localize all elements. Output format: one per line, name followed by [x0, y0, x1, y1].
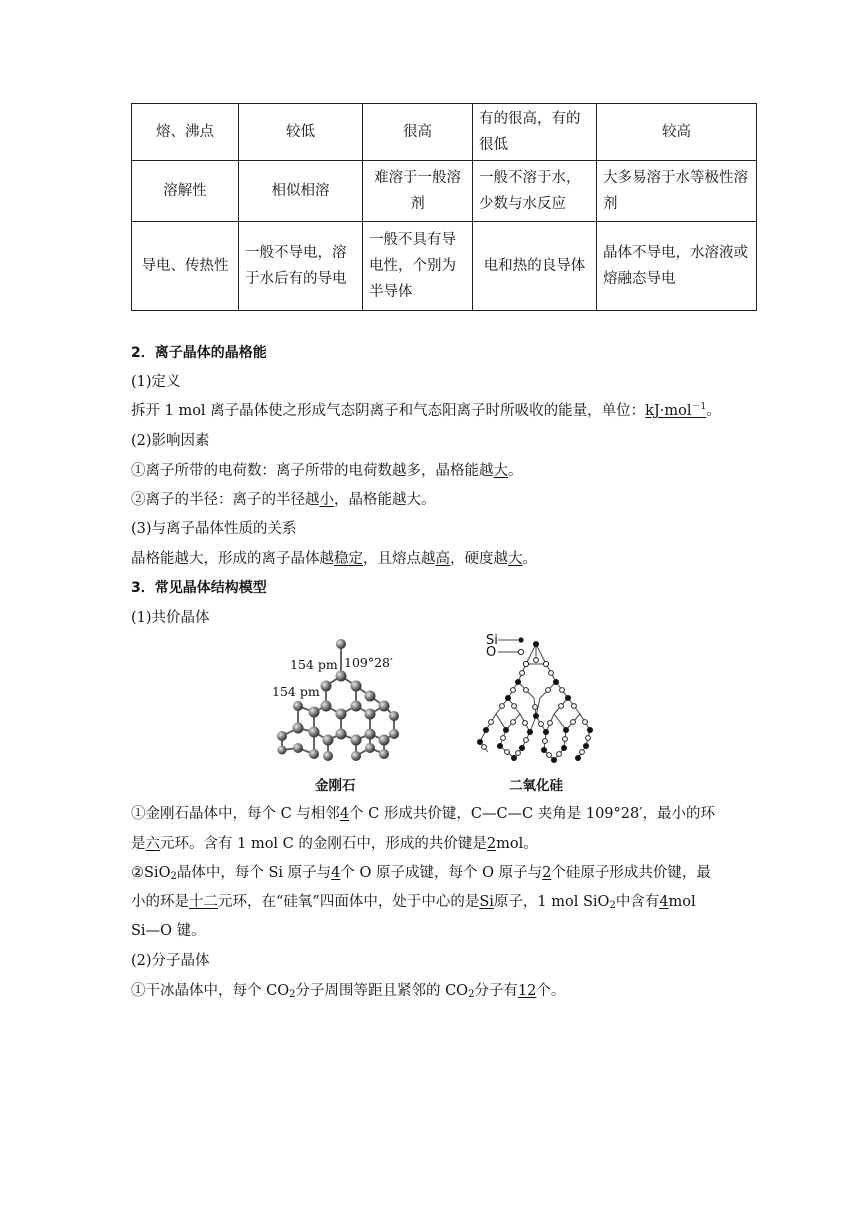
table-cell: 一般不导电，溶于水后有的导电 — [239, 222, 363, 311]
table-cell: 一般不具有导电性，个别为半导体 — [363, 222, 473, 311]
subheading-factors: (2)影响因素 — [131, 433, 210, 449]
paragraph-sio2-2: 小的环是十二元环，在“硅氧”四面体中，处于中心的是Si原子，1 mol SiO$_2$中含有4mol — [131, 894, 696, 911]
table-cell: 一般不溶于水，少数与水反应 — [473, 161, 597, 222]
subheading-definition: (1)定义 — [131, 374, 181, 390]
table-cell: 有的很高，有的很低 — [473, 104, 597, 161]
paragraph-dry-ice: ①干冰晶体中，每个 $CO_2$分子周围等距且紧邻的 $CO_2$分子有12个。 — [131, 983, 566, 1000]
section-heading-crystal-models: 3．常见晶体结构模型 — [131, 580, 267, 596]
subheading-relation: (3)与离子晶体性质的关系 — [131, 521, 297, 537]
table-cell: 难溶于一般溶剂 — [363, 161, 473, 222]
paragraph-diamond-1: ①金刚石晶体中，每个 C 与相邻4个 C 形成共价键，C—C—C 夹角是 109°28′，最小的环 — [131, 806, 716, 822]
paragraph-relation: 晶格能越大，形成的离子晶体越稳定，且熔点越高，硬度越大。 — [131, 551, 537, 567]
table-cell: 电和热的良导体 — [473, 222, 597, 311]
paragraph-definition: 拆开 1 mol 离子晶体使之形成气态阴离子和气态阳离子时所吸收的能量，单位：kJ·mol$^{-1}$。 — [131, 402, 721, 419]
paragraph-factor-radius: ②离子的半径：离子的半径越小，晶格能越大。 — [131, 492, 436, 508]
table-cell: 溶解性 — [132, 161, 239, 222]
subheading-molecular-crystal: (2)分子晶体 — [131, 953, 210, 969]
subheading-covalent-crystal: (1)共价晶体 — [131, 610, 210, 626]
table-row — [132, 104, 757, 161]
unit-answer: kJ·mol$^{-1}$ — [645, 402, 707, 419]
sio2-si-label: Si — [486, 633, 498, 648]
paragraph-sio2-1: ②SiO$_2$晶体中，每个 Si 原子与4个 O 原子成键，每个 O 原子与2个硅原子形成共价键，最 — [131, 865, 711, 882]
crystal-properties-table — [131, 103, 757, 311]
table-row — [132, 161, 757, 222]
paragraph-diamond-2: 是六元环。含有 1 mol C 的金刚石中，形成的共价键是2mol。 — [131, 836, 538, 852]
table-row — [132, 222, 757, 311]
diamond-bond-length-label: 154 pm — [290, 657, 338, 672]
section-heading-lattice-energy: 2．离子晶体的晶格能 — [131, 345, 267, 361]
diamond-bond-angle-label: 109°28′ — [344, 655, 393, 670]
paragraph-sio2-3: Si—O 键。 — [131, 923, 206, 939]
table-cell: 导电、传热性 — [132, 222, 239, 311]
table-cell: 很高 — [363, 104, 473, 161]
sio2-caption: 二氧化硅 — [509, 778, 563, 794]
table-cell: 相似相溶 — [239, 161, 363, 222]
paragraph-factor-charge: ①离子所带的电荷数：离子所带的电荷数越多，晶格能越大。 — [131, 463, 523, 479]
diamond-bond-length-label-2: 154 pm — [272, 684, 320, 699]
diamond-caption: 金刚石 — [315, 778, 356, 794]
table-cell: 晶体不导电，水溶液或熔融态导电 — [597, 222, 757, 311]
table-cell: 较高 — [597, 104, 757, 161]
table-cell: 大多易溶于水等极性溶剂 — [597, 161, 757, 222]
table-cell: 熔、沸点 — [132, 104, 239, 161]
sio2-o-label: O — [486, 645, 497, 660]
table-cell: 较低 — [239, 104, 363, 161]
